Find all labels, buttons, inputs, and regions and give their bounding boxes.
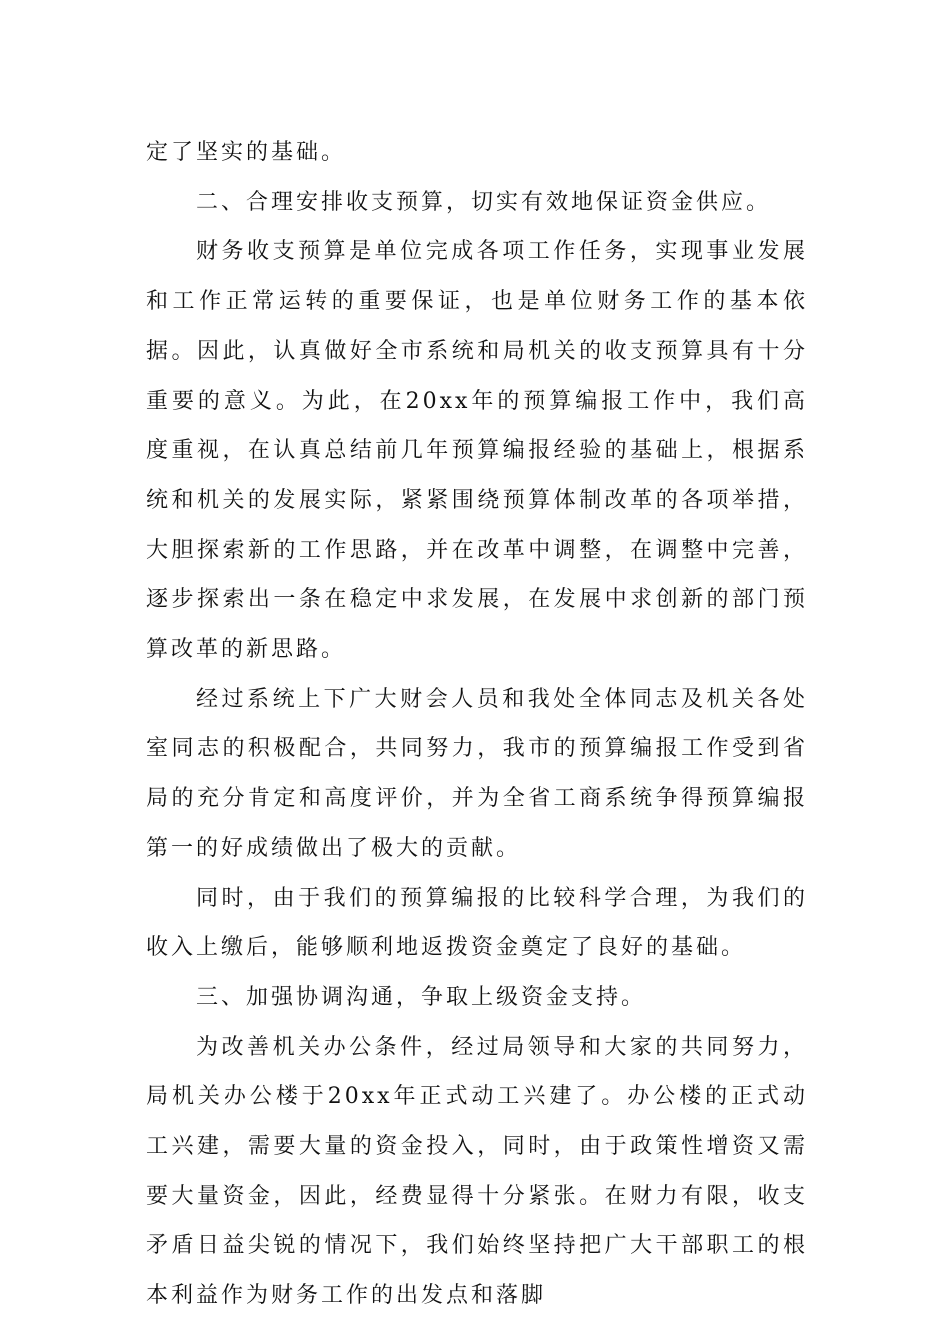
paragraph-budget: 财务收支预算是单位完成各项工作任务，实现事业发展和工作正常运转的重要保证，也是单位财务工作的基本依据。因此，认真做好全市系统和局机关的收支预算具有十分重要的意义。为此，在20xx年的预算编报工作中，我们高度重视，在认真总结前几年预算编报经验的基础上，根据系统和机关的发展实际，紧紧围绕预算体制改革的各项举措，大胆探索新的工作思路，并在改革中调整，在调整中完善，逐步探索出一条在稳定中求发展，在发展中求创新的部门预算改革的新思路。 — [146, 239, 808, 663]
document-body — [146, 128, 808, 1321]
section-heading-2: 二、合理安排收支预算，切实有效地保证资金供应。 — [196, 189, 772, 215]
paragraph-cooperation: 经过系统上下广大财会人员和我处全体同志及机关各处室同志的积极配合，共同努力，我市的预算编报工作受到省局的充分肯定和高度评价，并为全省工商系统争得预算编报第一的好成绩做出了极大的贡献。 — [146, 686, 808, 861]
paragraph-funds-return: 同时，由于我们的预算编报的比较科学合理，为我们的收入上缴后，能够顺利地返拨资金奠定了良好的基础。 — [146, 885, 808, 961]
section-heading-3: 三、加强协调沟通，争取上级资金支持。 — [196, 984, 647, 1010]
paragraph-continuation: 定了坚实的基础。 — [146, 140, 347, 165]
paragraph-office-building: 为改善机关办公条件，经过局领导和大家的共同努力，局机关办公楼于20xx年正式动工兴建了。办公楼的正式动工兴建，需要大量的资金投入，同时，由于政策性增资又需要大量资金，因此，经费显得十分紧张。在财力有限，收支矛盾日益尖锐的情况下，我们始终坚持把广大干部职工的根本利益作为财务工作的出发点和落脚 — [146, 1034, 808, 1309]
